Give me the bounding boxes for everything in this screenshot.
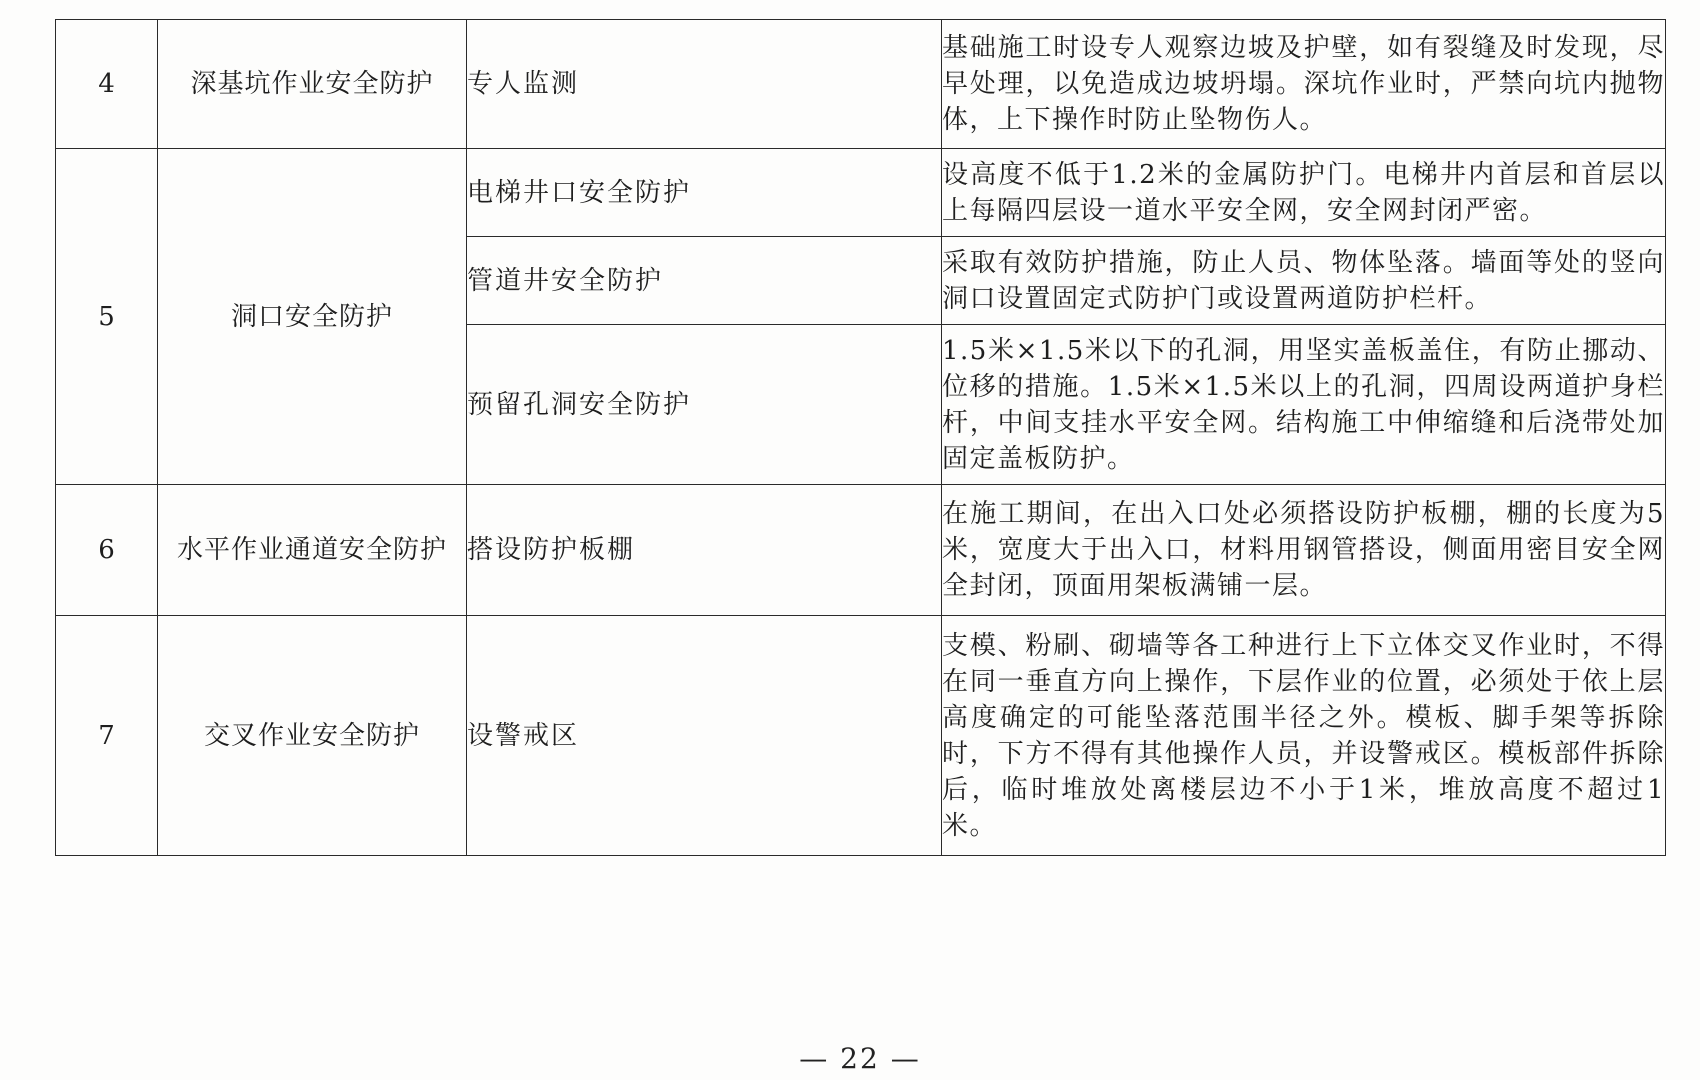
safety-measures-table [55, 19, 1666, 856]
item-cell: 预留孔洞安全防护 [467, 325, 942, 485]
category-cell: 洞口安全防护 [158, 149, 467, 485]
table-row [56, 20, 1666, 149]
description-cell: 支模、粉刷、砌墙等各工种进行上下立体交叉作业时，不得在同一垂直方向上操作，下层作业的位置，必须处于依上层高度确定的可能坠落范围半径之外。模板、脚手架等拆除时，下方不得有其他操作人员，并设警戒区。模板部件拆除后，临时堆放处离楼层边不小于1米，堆放高度不超过1米。 [942, 616, 1666, 856]
item-cell: 管道井安全防护 [467, 237, 942, 325]
row-number: 6 [56, 485, 158, 616]
row-number: 7 [56, 616, 158, 856]
row-number: 4 [56, 20, 158, 149]
category-cell: 交叉作业安全防护 [158, 616, 467, 856]
description-cell: 设高度不低于1.2米的金属防护门。电梯井内首层和首层以上每隔四层设一道水平安全网，安全网封闭严密。 [942, 149, 1666, 237]
table-row [56, 616, 1666, 856]
category-cell: 深基坑作业安全防护 [158, 20, 467, 149]
category-cell: 水平作业通道安全防护 [158, 485, 467, 616]
table-row [56, 485, 1666, 616]
table-row [56, 149, 1666, 237]
page-number: — 22 — [799, 1042, 921, 1075]
item-cell: 设警戒区 [467, 616, 942, 856]
item-cell: 电梯井口安全防护 [467, 149, 942, 237]
description-cell: 采取有效防护措施，防止人员、物体坠落。墙面等处的竖向洞口设置固定式防护门或设置两道防护栏杆。 [942, 237, 1666, 325]
description-cell: 在施工期间，在出入口处必须搭设防护板棚，棚的长度为5米，宽度大于出入口，材料用钢管搭设，侧面用密目安全网全封闭，顶面用架板满铺一层。 [942, 485, 1666, 616]
item-cell: 搭设防护板棚 [467, 485, 942, 616]
description-cell: 基础施工时设专人观察边坡及护壁，如有裂缝及时发现，尽早处理，以免造成边坡坍塌。深坑作业时，严禁向坑内抛物体，上下操作时防止坠物伤人。 [942, 20, 1666, 149]
description-cell: 1.5米×1.5米以下的孔洞，用坚实盖板盖住，有防止挪动、位移的措施。1.5米×1.5米以上的孔洞，四周设两道护身栏杆，中间支挂水平安全网。结构施工中伸缩缝和后浇带处加固定盖板防护。 [942, 325, 1666, 485]
row-number: 5 [56, 149, 158, 485]
item-cell: 专人监测 [467, 20, 942, 149]
